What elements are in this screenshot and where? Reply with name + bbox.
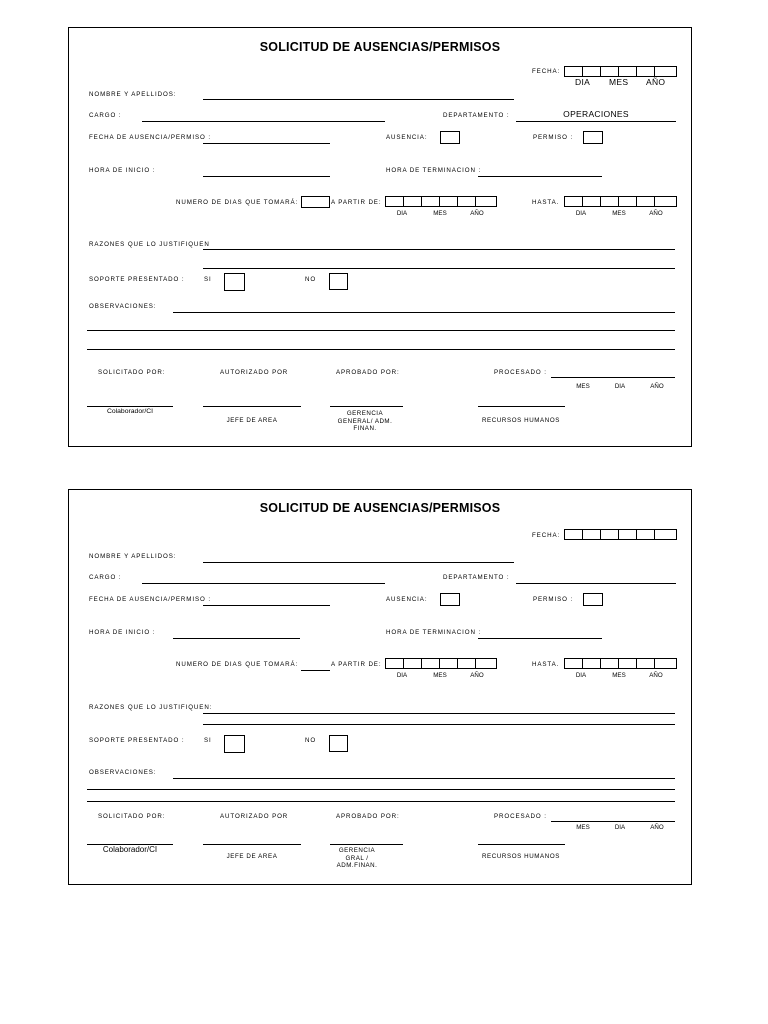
razones-field-line-2[interactable]: [203, 724, 675, 725]
hora-terminacion-field[interactable]: [478, 176, 602, 177]
procesado-label: PROCESADO :: [494, 369, 547, 376]
solicitado-signature-line[interactable]: [87, 406, 173, 407]
soporte-label: SOPORTE PRESENTADO :: [89, 737, 185, 744]
hora-terminacion-label: HORA DE TERMINACION :: [386, 167, 482, 174]
soporte-label: SOPORTE PRESENTADO :: [89, 276, 185, 283]
fecha-ano-label: AÑO: [646, 77, 666, 87]
hasta-mes-label: MES: [612, 672, 626, 679]
a-partir-cell[interactable]: [439, 658, 458, 669]
permiso-checkbox[interactable]: [583, 131, 603, 144]
procesado-signature-line[interactable]: [478, 844, 565, 845]
permiso-label: PERMISO :: [533, 134, 574, 141]
razones-label: RAZONES QUE LO JUSTIFIQUEN: [89, 241, 210, 248]
gerencia-label: [317, 847, 397, 870]
no-checkbox[interactable]: [329, 735, 348, 752]
a-partir-label: A PARTIR DE:: [331, 661, 382, 668]
fecha-mes-label: MES: [609, 77, 629, 87]
a-partir-ano-label: AÑO: [470, 210, 484, 217]
a-partir-cell[interactable]: [439, 196, 458, 207]
no-checkbox[interactable]: [329, 273, 348, 290]
a-partir-mes-label: MES: [433, 672, 447, 679]
procesado-field[interactable]: [551, 821, 675, 822]
observaciones-field-line-1[interactable]: [173, 312, 675, 313]
departamento-field[interactable]: [516, 121, 676, 122]
fecha-cell[interactable]: [654, 529, 677, 540]
fecha-ausencia-label: FECHA DE AUSENCIA/PERMISO :: [89, 596, 211, 603]
a-partir-cell[interactable]: [385, 196, 404, 207]
gerencia-line: GRAL /: [345, 854, 369, 862]
observaciones-field-line-2[interactable]: [87, 330, 675, 331]
hasta-cell[interactable]: [618, 196, 637, 207]
autorizado-signature-line[interactable]: [203, 406, 301, 407]
solicitado-label: SOLICITADO POR:: [98, 813, 166, 820]
hasta-cell[interactable]: [564, 196, 583, 207]
a-partir-cell[interactable]: [475, 658, 497, 669]
procesado-field[interactable]: [551, 377, 675, 378]
ausencia-label: AUSENCIA:: [386, 596, 428, 603]
gerencia-line: ADM.FINAN.: [336, 862, 378, 869]
fecha-cell[interactable]: [564, 529, 583, 540]
observaciones-field-line-3[interactable]: [87, 349, 675, 350]
razones-field-line-1[interactable]: [203, 713, 675, 714]
colaborador-label: Colaborador/CI: [106, 408, 154, 415]
ausencia-label: AUSENCIA:: [386, 134, 428, 141]
hora-terminacion-label: HORA DE TERMINACION :: [386, 629, 482, 636]
gerencia-line: FINAN.: [353, 425, 377, 432]
procesado-label: PROCESADO :: [494, 813, 547, 820]
departamento-field[interactable]: [516, 583, 676, 584]
no-label: NO: [305, 276, 317, 283]
a-partir-cell[interactable]: [421, 658, 440, 669]
hasta-cell[interactable]: [582, 658, 601, 669]
cargo-label: CARGO :: [89, 112, 122, 119]
procesado-mes-label: MES: [576, 824, 590, 831]
aprobado-signature-line[interactable]: [330, 406, 403, 407]
fecha-cell[interactable]: [600, 529, 619, 540]
hasta-mes-label: MES: [612, 210, 626, 217]
a-partir-cell[interactable]: [403, 658, 422, 669]
permiso-label: PERMISO :: [533, 596, 574, 603]
nombre-field[interactable]: [203, 562, 514, 563]
hasta-label: HASTA.: [532, 199, 560, 206]
a-partir-cell[interactable]: [421, 196, 440, 207]
numero-dias-label: NUMERO DE DIAS QUE TOMARÁ:: [176, 199, 299, 206]
fecha-cell[interactable]: [636, 529, 655, 540]
gerencia-line: GERENCIA: [338, 847, 376, 854]
fecha-cell[interactable]: [654, 66, 677, 77]
form-title: SOLICITUD DE AUSENCIAS/PERMISOS: [259, 501, 501, 515]
no-label: NO: [305, 737, 317, 744]
razones-field-line-1[interactable]: [203, 249, 675, 250]
rrhh-label: RECURSOS HUMANOS: [481, 853, 560, 860]
rrhh-label: RECURSOS HUMANOS: [481, 417, 560, 424]
gerencia-line: GENERAL/ ADM.: [337, 417, 393, 425]
fecha-cell[interactable]: [636, 66, 655, 77]
observaciones-field-line-2[interactable]: [87, 789, 675, 790]
departamento-value: OPERACIONES: [563, 109, 629, 119]
colaborador-label: Colaborador/CI: [102, 845, 158, 854]
numero-dias-field[interactable]: [301, 670, 330, 671]
fecha-dia-label: DIA: [575, 77, 591, 87]
ausencia-checkbox[interactable]: [440, 593, 460, 606]
hasta-cell[interactable]: [600, 196, 619, 207]
hasta-cell[interactable]: [636, 196, 655, 207]
hasta-label: HASTA.: [532, 661, 560, 668]
cargo-field[interactable]: [142, 583, 385, 584]
fecha-cell[interactable]: [618, 529, 637, 540]
jefe-area-label: JEFE DE AREA: [226, 853, 278, 860]
hasta-cell[interactable]: [564, 658, 583, 669]
procesado-mes-label: MES: [576, 383, 590, 390]
razones-label: RAZONES QUE LO JUSTIFIQUEN:: [89, 704, 213, 711]
a-partir-mes-label: MES: [433, 210, 447, 217]
nombre-label: NOMBRE Y APELLIDOS:: [89, 91, 177, 98]
razones-field-line-2[interactable]: [203, 268, 675, 269]
fecha-ausencia-label: FECHA DE AUSENCIA/PERMISO :: [89, 134, 211, 141]
procesado-ano-label: AÑO: [650, 824, 664, 831]
fecha-cell[interactable]: [582, 529, 601, 540]
cargo-field[interactable]: [142, 121, 385, 122]
autorizado-label: AUTORIZADO POR: [220, 813, 289, 820]
gerencia-label: [325, 410, 405, 433]
observaciones-field-line-1[interactable]: [173, 778, 675, 779]
procesado-dia-label: DIA: [614, 383, 626, 390]
a-partir-label: A PARTIR DE:: [331, 199, 382, 206]
nombre-field[interactable]: [203, 99, 514, 100]
fecha-label: FECHA:: [532, 532, 561, 539]
hasta-ano-label: AÑO: [649, 210, 663, 217]
observaciones-label: OBSERVACIONES:: [89, 769, 157, 776]
hasta-cell[interactable]: [636, 658, 655, 669]
hasta-cell[interactable]: [654, 658, 677, 669]
hasta-dia-label: DIA: [575, 210, 587, 217]
fecha-ausencia-field[interactable]: [203, 605, 330, 606]
a-partir-cell[interactable]: [457, 196, 476, 207]
aprobado-label: APROBADO POR:: [336, 369, 400, 376]
a-partir-dia-label: DIA: [396, 672, 408, 679]
hasta-ano-label: AÑO: [649, 672, 663, 679]
procesado-signature-line[interactable]: [478, 406, 565, 407]
si-label: SI: [204, 737, 212, 744]
numero-dias-label: NUMERO DE DIAS QUE TOMARÁ:: [176, 661, 299, 668]
fecha-cell[interactable]: [618, 66, 637, 77]
form-title: SOLICITUD DE AUSENCIAS/PERMISOS: [259, 40, 501, 54]
hasta-cell[interactable]: [600, 658, 619, 669]
autorizado-label: AUTORIZADO POR: [220, 369, 289, 376]
hasta-cell[interactable]: [654, 196, 677, 207]
hasta-dia-label: DIA: [575, 672, 587, 679]
si-checkbox[interactable]: [224, 273, 245, 291]
si-checkbox[interactable]: [224, 735, 245, 753]
si-label: SI: [204, 276, 212, 283]
hasta-cell[interactable]: [582, 196, 601, 207]
hora-inicio-field[interactable]: [203, 176, 330, 177]
jefe-area-label: JEFE DE AREA: [226, 417, 278, 424]
gerencia-line: GERENCIA: [346, 410, 384, 417]
a-partir-cell[interactable]: [385, 658, 404, 669]
a-partir-cell[interactable]: [403, 196, 422, 207]
fecha-cell[interactable]: [600, 66, 619, 77]
cargo-label: CARGO :: [89, 574, 122, 581]
hora-inicio-label: HORA DE INICIO :: [89, 629, 156, 636]
nombre-label: NOMBRE Y APELLIDOS:: [89, 553, 177, 560]
a-partir-ano-label: AÑO: [470, 672, 484, 679]
fecha-label: FECHA:: [532, 68, 561, 75]
observaciones-field-line-3[interactable]: [87, 801, 675, 802]
hasta-cell[interactable]: [618, 658, 637, 669]
absence-request-form-2: [68, 489, 692, 885]
departamento-label: DEPARTAMENTO :: [443, 574, 510, 581]
aprobado-signature-line[interactable]: [330, 844, 403, 845]
autorizado-signature-line[interactable]: [203, 844, 301, 845]
numero-dias-field[interactable]: [301, 196, 330, 208]
aprobado-label: APROBADO POR:: [336, 813, 400, 820]
ausencia-checkbox[interactable]: [440, 131, 460, 144]
procesado-dia-label: DIA: [614, 824, 626, 831]
permiso-checkbox[interactable]: [583, 593, 603, 606]
hora-terminacion-field[interactable]: [478, 638, 602, 639]
departamento-label: DEPARTAMENTO :: [443, 112, 510, 119]
procesado-ano-label: AÑO: [650, 383, 664, 390]
a-partir-cell[interactable]: [457, 658, 476, 669]
hora-inicio-field[interactable]: [173, 638, 300, 639]
observaciones-label: OBSERVACIONES:: [89, 303, 157, 310]
absence-request-form-1: [68, 27, 692, 447]
fecha-ausencia-field[interactable]: [203, 143, 330, 144]
hora-inicio-label: HORA DE INICIO :: [89, 167, 156, 174]
a-partir-dia-label: DIA: [396, 210, 408, 217]
fecha-cell[interactable]: [582, 66, 601, 77]
a-partir-cell[interactable]: [475, 196, 497, 207]
fecha-cell[interactable]: [564, 66, 583, 77]
solicitado-label: SOLICITADO POR:: [98, 369, 166, 376]
